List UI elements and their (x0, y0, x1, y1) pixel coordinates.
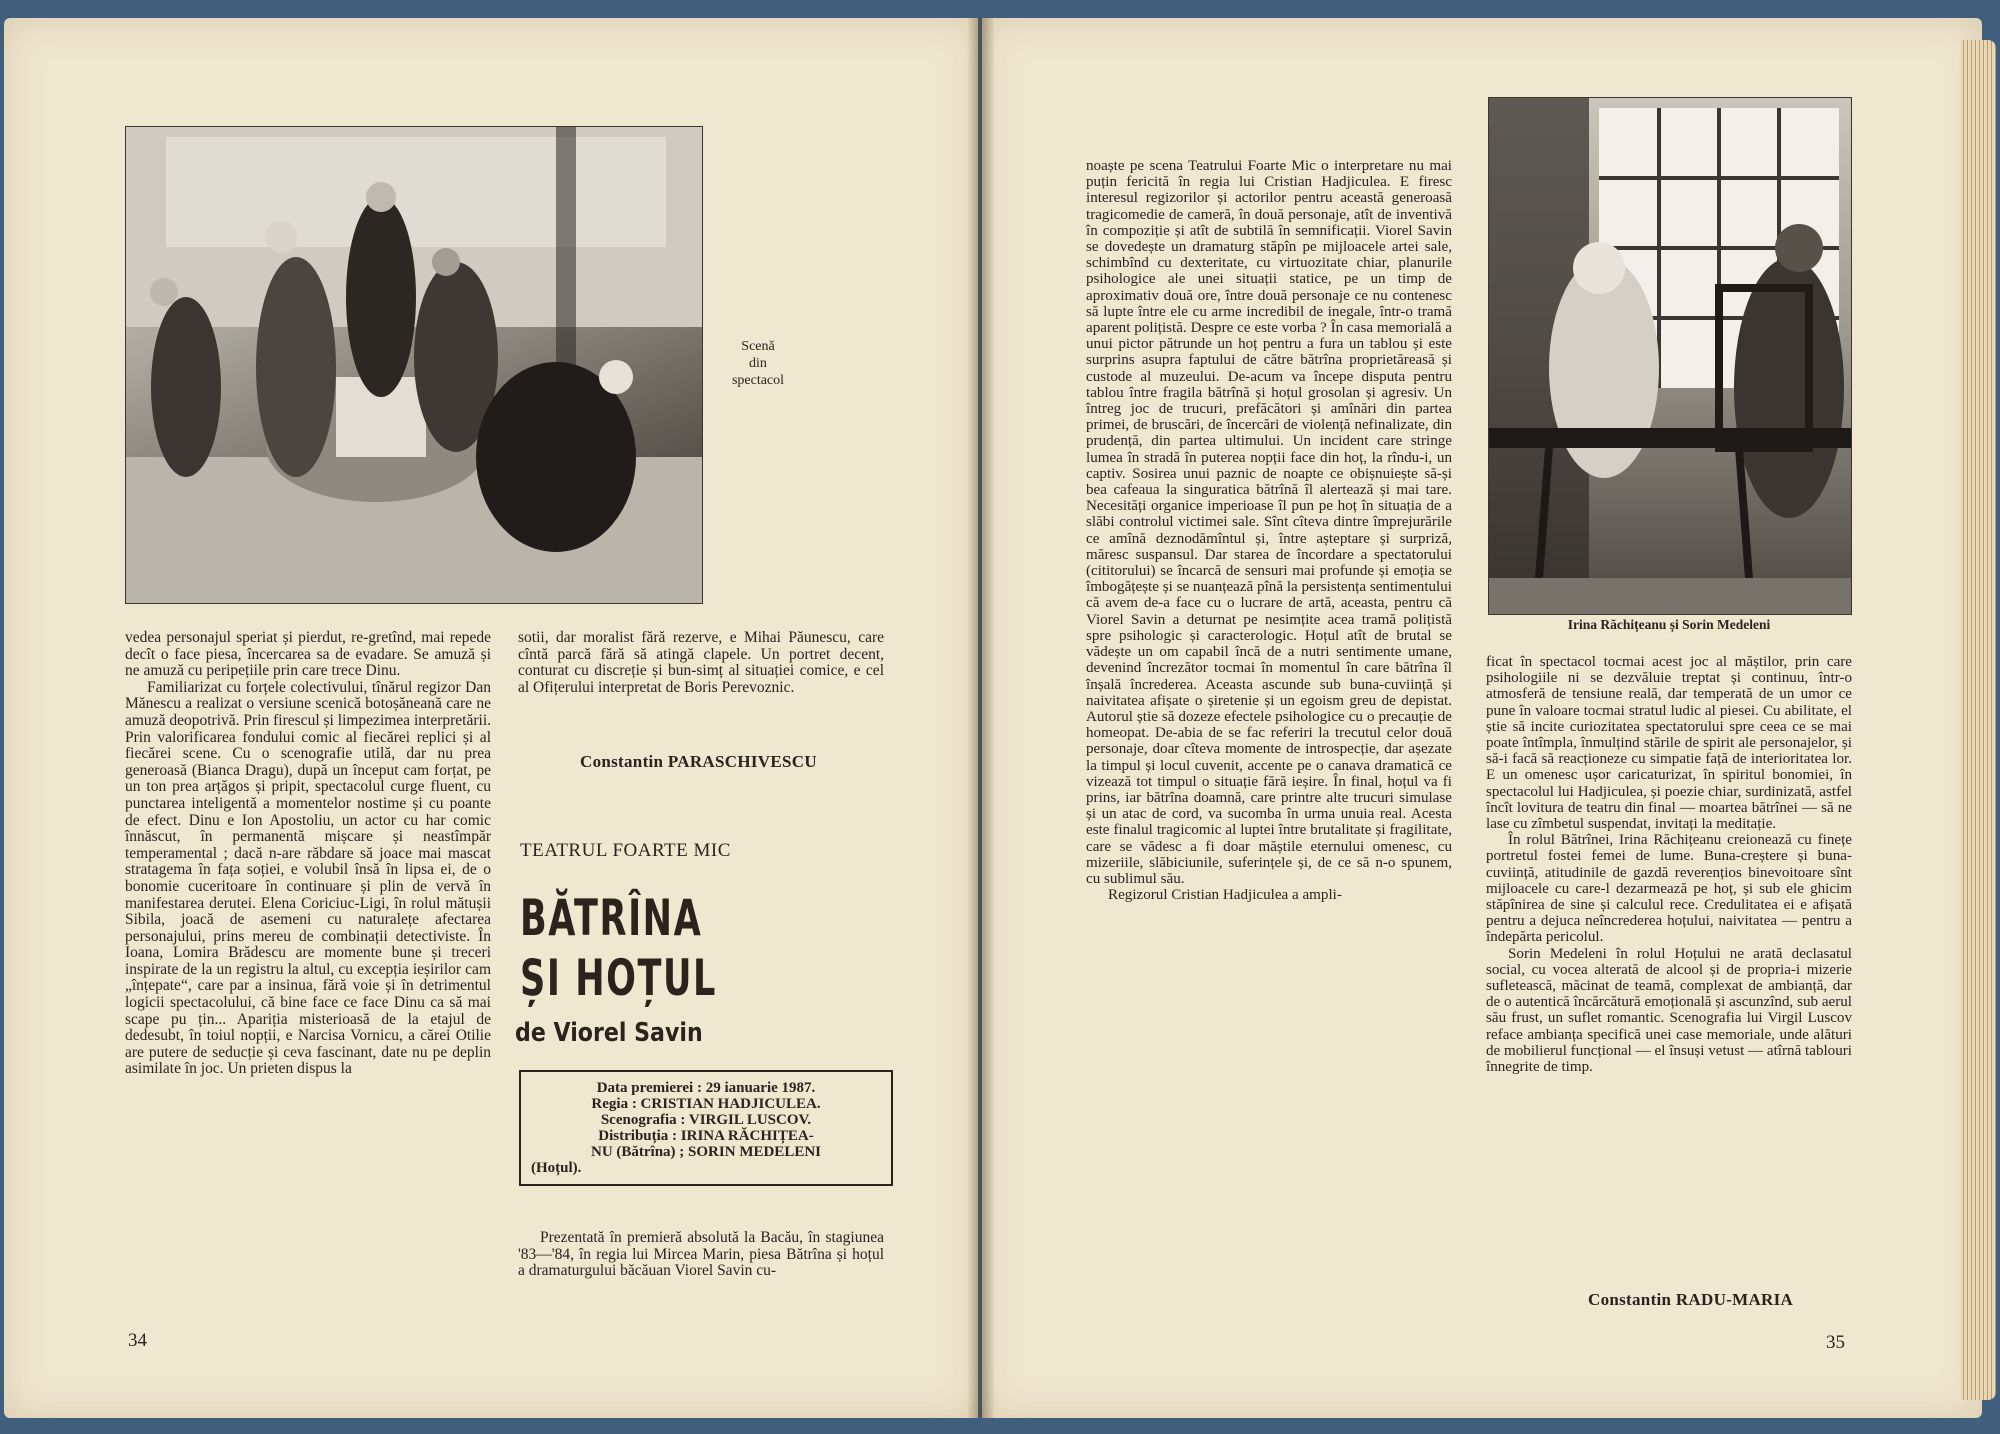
caption-line: Scenă (741, 339, 775, 354)
paragraph: sotii, dar moralist fără rezerve, e Mihai Păunescu, care cîntă parcă fără să atingă clapele. Un portret decent, conturat cu discreție și bun-simț al situației comice, e cel al Ofițerului interpretat de Boris Perevoznic. (518, 629, 884, 696)
caption-line: din (749, 356, 767, 371)
right-column-2 (1486, 654, 1852, 1075)
stage-scene-photo (125, 126, 703, 604)
author-line: de Viorel Savin (515, 1018, 703, 1048)
book-gutter (968, 18, 994, 1418)
page-number-right: 35 (1826, 1332, 1845, 1353)
paragraph: ficat în spectacol tocmai acest joc al măștilor, prin care psihologiile ni se dezvăluie treptat și continuu, într-o atmosferă de tensiune reală, dar temperată de un umor ce pune în valoare tocmai stratul ludic al piesei. Cu abilitate, el știe să incite curiozitatea spectatorului spre ceea ce se mai poate întîmpla, înmulțind stările de spirit ale personajelor, și să-i facă să reacționeze cu simpatie față de interioritatea lor. E un omenesc ușor caricaturizat, în spiritul bonomiei, în spectacolul lui Hadjiculea, și poezie chiar, surdinizată, astfel încît lovitura de teatru din final — moartea bătrînei — să ne lase cu zîmbetul suspendat, invitați la meditație. (1486, 654, 1852, 833)
paragraph: vedea personajul speriat și pierdut, re-gretînd, mai repede decît o face piesa, încercarea sa de evadare. Se amuză și ne amuză cu peripețiile prin care trece Dinu. (125, 629, 491, 680)
signature-radu-maria: Constantin RADU-MARIA (1588, 1290, 1794, 1309)
paragraph: noaște pe scena Teatrului Foarte Mic o interpretare nu mai puțin fericită în regia lui Cristian Hadjiculea. E firesc interesul regizorilor și actorilor pentru această generoasă tragicomedie de cameră, în două personaje, atît de inventivă în compoziție și atît de subtilă în semnificații. Viorel Savin se dovedește un dramaturg stăpîn pe mijloacele artei sale, schimbînd cu dexteritate, cu virtuozitate chiar, planurile psihologice ale unei situații statice, pe un timp de aproximativ două ore, între două personaje ce nu contenesc să lupte între ele cu arme incredibil de inegale, într-o tramă aparent polițistă. Despre ce este vorba ? În casa memorială a unui pictor pătrunde un hoț pentru a fura un tablou și este surprins asupra faptului de către bătrîna proprietăreasă și custode al muzeului. De-acum va începe disputa pentru tablou între fragila bătrînă și hoțul grosolan și agresiv. Un întreg joc de trucuri, prefăcători și amînări din partea primei, de bruscări, de încercări de violență nefinalizate, din prudență, din partea ultimului. Un incident care stringe lumea în stradă în puterea nopții face din hoț, la rîndu-i, un captiv. Sosirea unui paznic de noapte ce obișnuiește să-și bea cafeaua la singuratica bătrînă îl alertează și mai tare. Necesități organice imperioase îl pun pe hoț în situația de a slăbi controlul victimei sale. Sînt cîteva dintre împrejurările ce amînă deznodămîntul și, între așteptare și surpriză, măresc suspansul. Dar starea de încordare a spectatorului (cititorului) se încarcă de sensuri mai profunde și emoția se îmbogățește și se nuanțează pînă la persistența sentimentului că avem de-a face cu o lucrare de artă, aceasta, pentru că Viorel Savin a deturnat pe nesimțite acea tramă polițistă spre psihologic și caracterologic. Hoțul atît de brutal se vădește un om capabil încă de a nutri sentimente umane, devenind încrezător tocmai în momentul în care bătrîna îl înșală încrederea. Aceasta ascunde sub buna-cuviință și naivitatea afișate o șiretenie și un egoism greu de depistat. Autorul știe să dozeze efectele psihologice cu o precauție de homeopat. De-abia de se fac referiri la trecutul celor două personaje, doar cîteva momente de introspecție, dar așezate la timpul și locul cuvenit, accente pe o canava dramatică ce vizează tot timpul o situație fără ieșire. În final, hoțul va fi prins, iar bătrîna doamnă, care printre alte trucuri simulase și un atac de cord, va sucomba în urma unuia real. Acesta este finalul tragicomic al luptei între brutalitate și fragilitate, care se vădesc a fi doar măștile eternului omenesc, cu mizeriile, slăbiciunile, suferințele și, de ce să n-o spunem, cu sublimul său. (1086, 158, 1452, 887)
paragraph: În rolul Bătrînei, Irina Răchițeanu creionează cu finețe portretul fostei femei de lume. Buna-creștere și buna-cuviință, atitudinile de gazdă reverențios binevoitoare sînt mijloacele cu care-l dezarmează pe hoț, și sub ele ghicim stăpînirea de sine și calculul rece. Credulitatea ei e afișată pentru a dejuca neîncrederea hoțului, naivitatea — pentru a îndepărta pericolul. (1486, 832, 1852, 946)
paragraph: Familiarizat cu forțele colectivului, tînărul regizor Dan Mănescu a realizat o versiune scenică botoșăneană care ne amuză deopotrivă. Prin firescul și limpezimea interpretării. Prin valorificarea fondului comic al fiecărei replici și al fiecărei scene. Cu o scenografie utilă, dar nu prea generoasă (Bianca Dragu), după un început cam forțat, pe un ton prea arțăgos și pripit, spectacolul curge fluent, cu punctarea inteligentă a momentelor nostime și cu poante de efect. Dinu e Ion Apostoliu, un actor cu har comic înnăscut, în permanentă mișcare și neastîmpăr temperamental ; dacă n-are răbdare să joace mai mascat stratagema în fața soției, e volubil însă în lipsa ei, de o bonomie cuceritoare în continuare și plin de vervă în manifestarea derutei. Elena Coriciuc-Ligi, în rolul mătușii Sibila, joacă de asemeni cu naturalețe afectarea personajului, prins mereu de combinații detectiviste. În Ioana, Lomira Brădescu are momente bune și treceri inspirate de la un registru la altul, cu excepția ieșirilor cam „înțepate“, care par a insinua, fără voie și în detrimentul logicii spectacolului, că bine face ce face Dinu ca să mai scape pu țin... Apariția misterioasă de la etajul de dedesubt, în toiul nopții, e Narcisa Vornicu, a cărei Otilie are putere de seducție și ceva fascinant, date nu pe deplin asimilate în joc. Un prieten dispus la (125, 678, 491, 1078)
title-line-2: ȘI HOȚUL (520, 949, 717, 1007)
paragraph: Regizorul Cristian Hadjiculea a ampli- (1108, 887, 1342, 904)
right-column-1 (1086, 158, 1452, 903)
left-column-1 (125, 630, 491, 1078)
caption-line: spectacol (731, 373, 785, 388)
photo-caption-scene (722, 338, 794, 389)
photo-caption-actors: Irina Răchițeanu și Sorin Medeleni (1488, 617, 1850, 633)
signature-paraschivescu: Constantin PARASCHIVESCU (580, 752, 817, 771)
credit-line: NU (Bătrîna) ; SORIN MEDELENI (590, 1144, 821, 1160)
credit-line: Scenografia : VIRGIL LUSCOV. (600, 1112, 812, 1128)
play-title (520, 888, 717, 1008)
left-column-2 (518, 630, 884, 696)
actors-photo (1488, 97, 1852, 615)
title-line-1: BĂTRÎNA (520, 889, 703, 947)
credit-line: Regia : CRISTIAN HADJICULEA. (591, 1096, 821, 1112)
credit-line: Data premierei : 29 ianuarie 1987. (596, 1080, 816, 1096)
credit-line: Distribuția : IRINA RĂCHIȚEA- (598, 1128, 814, 1144)
intro-paragraph (518, 1230, 884, 1280)
credit-line: (Hoțul). (531, 1160, 582, 1176)
page-number-left: 34 (128, 1330, 147, 1351)
paragraph: Prezentată în premieră absolută la Bacău, în stagiunea '83—'84, în regia lui Mircea Marin, piesa Bătrîna și hoțul a dramaturgului băcăuan Viorel Savin cu- (518, 1229, 884, 1280)
paragraph: Sorin Medeleni în rolul Hoțului ne arată declasatul social, cu vocea alterată de alcool și de propria-i mizerie sufletească, măcinat de teamă, complexat de ambianță, dar de o autentică încărcătură emoțională și ascunzînd, sub aerul său frust, un suflet romantic. Scenografia lui Virgil Luscov reface ambianța specifică unei case memoriale, unde alături de mobilierul funcțional — el însuși vetust — atîrnă tablouri înnegrite de timp. (1486, 945, 1852, 1076)
credits-box (519, 1070, 893, 1186)
theatre-heading: TEATRUL FOARTE MIC (520, 840, 731, 861)
page-edges (1960, 40, 1996, 1400)
